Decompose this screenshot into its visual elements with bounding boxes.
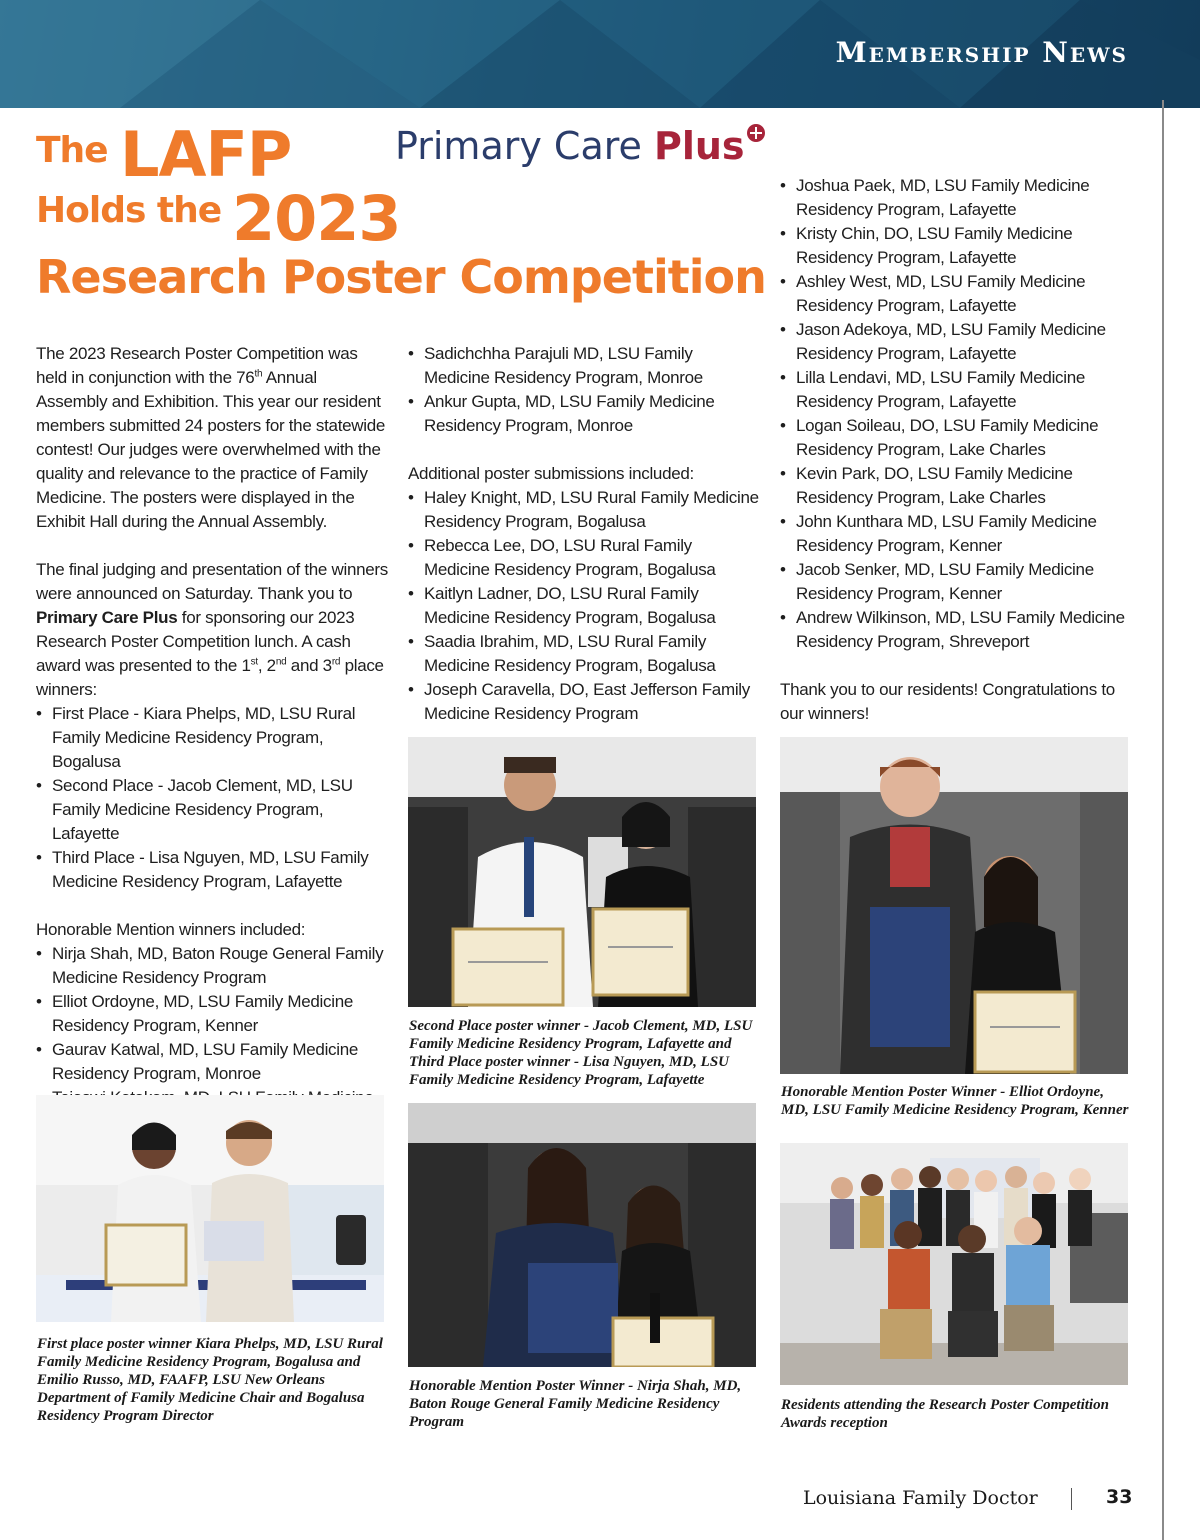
caption-second-third-place: Second Place poster winner - Jacob Clement, MD, LSU Family Medicine Residency Program, Lafayette and Third Place poster winner - Lisa Nguyen, MD, LSU Family Medicine Residency Program, Lafayette: [409, 1018, 753, 1088]
list-item: • Elliot Ordoyne, MD, LSU Family Medicine Residency Program, Kenner: [36, 990, 388, 1038]
caption-elliot-ordoyne: Honorable Mention Poster Winner - Elliot Ordoyne, MD, LSU Family Medicine Residency Program, Kenner: [781, 1084, 1129, 1118]
page-number: 33: [1106, 1486, 1133, 1508]
logo-plus-text: Plus: [654, 124, 745, 168]
list-item: • Jacob Senker, MD, LSU Family Medicine Residency Program, Kenner: [780, 558, 1132, 606]
sponsor-name: Primary Care Plus: [36, 608, 178, 627]
list-item: • Sadichchha Parajuli MD, LSU Family Medicine Residency Program, Monroe: [408, 342, 760, 390]
list-item: • Third Place - Lisa Nguyen, MD, LSU Family Medicine Residency Program, Lafayette: [36, 846, 388, 894]
primary-care-plus-logo: [395, 124, 745, 168]
photo-nirja-shah: [408, 1103, 756, 1367]
publication-name: Louisiana Family Doctor: [803, 1487, 1038, 1509]
column-3: [780, 174, 1132, 726]
intro-paragraph: The 2023 Research Poster Competition was held in conjunction with the 76th Annual Assembly and Exhibition. This year our resident members submitted 24 posters for the statewide contest! Our judges were overwhelmed with the quality and relevance to the practice of Family Medicine. The posters were displayed in the Exhibit Hall during the Annual Assembly.: [36, 344, 386, 531]
list-item: • Joshua Paek, MD, LSU Family Medicine Residency Program, Lafayette: [780, 174, 1132, 222]
photo-second-third-place: [408, 737, 756, 1007]
caption-residents-group: Residents attending the Research Poster Competition Awards reception: [781, 1397, 1109, 1431]
list-item: • Ashley West, MD, LSU Family Medicine Residency Program, Lafayette: [780, 270, 1132, 318]
column-2: [408, 342, 760, 726]
photo-residents-group: [780, 1143, 1128, 1385]
list-item: • Gaurav Katwal, MD, LSU Family Medicine Residency Program, Monroe: [36, 1038, 388, 1086]
title-the: The: [36, 130, 108, 171]
list-item: • Andrew Wilkinson, MD, LSU Family Medicine Residency Program, Shreveport: [780, 606, 1132, 654]
list-item: • Kevin Park, DO, LSU Family Medicine Residency Program, Lake Charles: [780, 462, 1132, 510]
logo-main-text: Primary Care: [395, 124, 654, 168]
header-banner: [0, 0, 1200, 108]
list-item: • Haley Knight, MD, LSU Rural Family Medicine Residency Program, Bogalusa: [408, 486, 760, 534]
additional-heading: Additional poster submissions included:: [408, 464, 694, 483]
winners-list: [36, 702, 388, 894]
photo-elliot-ordoyne: [780, 737, 1128, 1074]
caption-first-place: First place poster winner Kiara Phelps, MD, LSU Rural Family Medicine Residency Program, Bogalusa and Emilio Russo, MD, FAAFP, LSU New Orleans Department of Family Medicine Chair and Bogalusa Residency Program Director: [37, 1336, 383, 1424]
footer-divider: [1071, 1488, 1072, 1510]
list-item: • Kaitlyn Ladner, DO, LSU Rural Family Medicine Residency Program, Bogalusa: [408, 582, 760, 630]
list-item: • Joseph Caravella, DO, East Jefferson Family Medicine Residency Program: [408, 678, 760, 726]
title-holds: Holds the: [36, 190, 222, 231]
list-item: • Second Place - Jacob Clement, MD, LSU Family Medicine Residency Program, Lafayette: [36, 774, 388, 846]
honorable-heading: Honorable Mention winners included:: [36, 920, 306, 939]
additional-list: [408, 486, 760, 726]
title-year: 2023: [232, 182, 401, 255]
list-item: • Ankur Gupta, MD, LSU Family Medicine Residency Program, Monroe: [408, 390, 760, 438]
thanks-paragraph: Thank you to our residents! Congratulations to our winners!: [780, 680, 1115, 723]
list-item: • Kristy Chin, DO, LSU Family Medicine Residency Program, Lafayette: [780, 222, 1132, 270]
title-lafp: LAFP: [120, 118, 292, 191]
title-competition: Research Poster Competition: [36, 250, 766, 304]
list-item: • Jason Adekoya, MD, LSU Family Medicine Residency Program, Lafayette: [780, 318, 1132, 366]
list-item: • John Kunthara MD, LSU Family Medicine Residency Program, Kenner: [780, 510, 1132, 558]
judging-paragraph: The final judging and presentation of the winners were announced on Saturday. Thank you to Primary Care Plus for sponsoring our 2023 Research Poster Competition lunch. A cash award was presented to the 1st, 2nd and 3rd place winners:: [36, 560, 388, 699]
list-item: • Lilla Lendavi, MD, LSU Family Medicine Residency Program, Lafayette: [780, 366, 1132, 414]
photo-first-place: [36, 1095, 384, 1322]
column-1: [36, 342, 388, 1134]
honorable-list-continued: [408, 342, 760, 438]
additional-list-continued: [780, 174, 1132, 654]
caption-nirja-shah: Honorable Mention Poster Winner - Nirja Shah, MD, Baton Rouge General Family Medicine Residency Program: [409, 1378, 742, 1430]
list-item: • First Place - Kiara Phelps, MD, LSU Rural Family Medicine Residency Program, Bogalusa: [36, 702, 388, 774]
list-item: • Rebecca Lee, DO, LSU Rural Family Medicine Residency Program, Bogalusa: [408, 534, 760, 582]
list-item: • Nirja Shah, MD, Baton Rouge General Family Medicine Residency Program: [36, 942, 388, 990]
list-item: • Logan Soileau, DO, LSU Family Medicine Residency Program, Lake Charles: [780, 414, 1132, 462]
plus-cross-icon: [747, 124, 765, 142]
list-item: • Saadia Ibrahim, MD, LSU Rural Family Medicine Residency Program, Bogalusa: [408, 630, 760, 678]
page-edge-rule: [1162, 100, 1164, 1540]
section-title: Membership News: [835, 36, 1128, 69]
